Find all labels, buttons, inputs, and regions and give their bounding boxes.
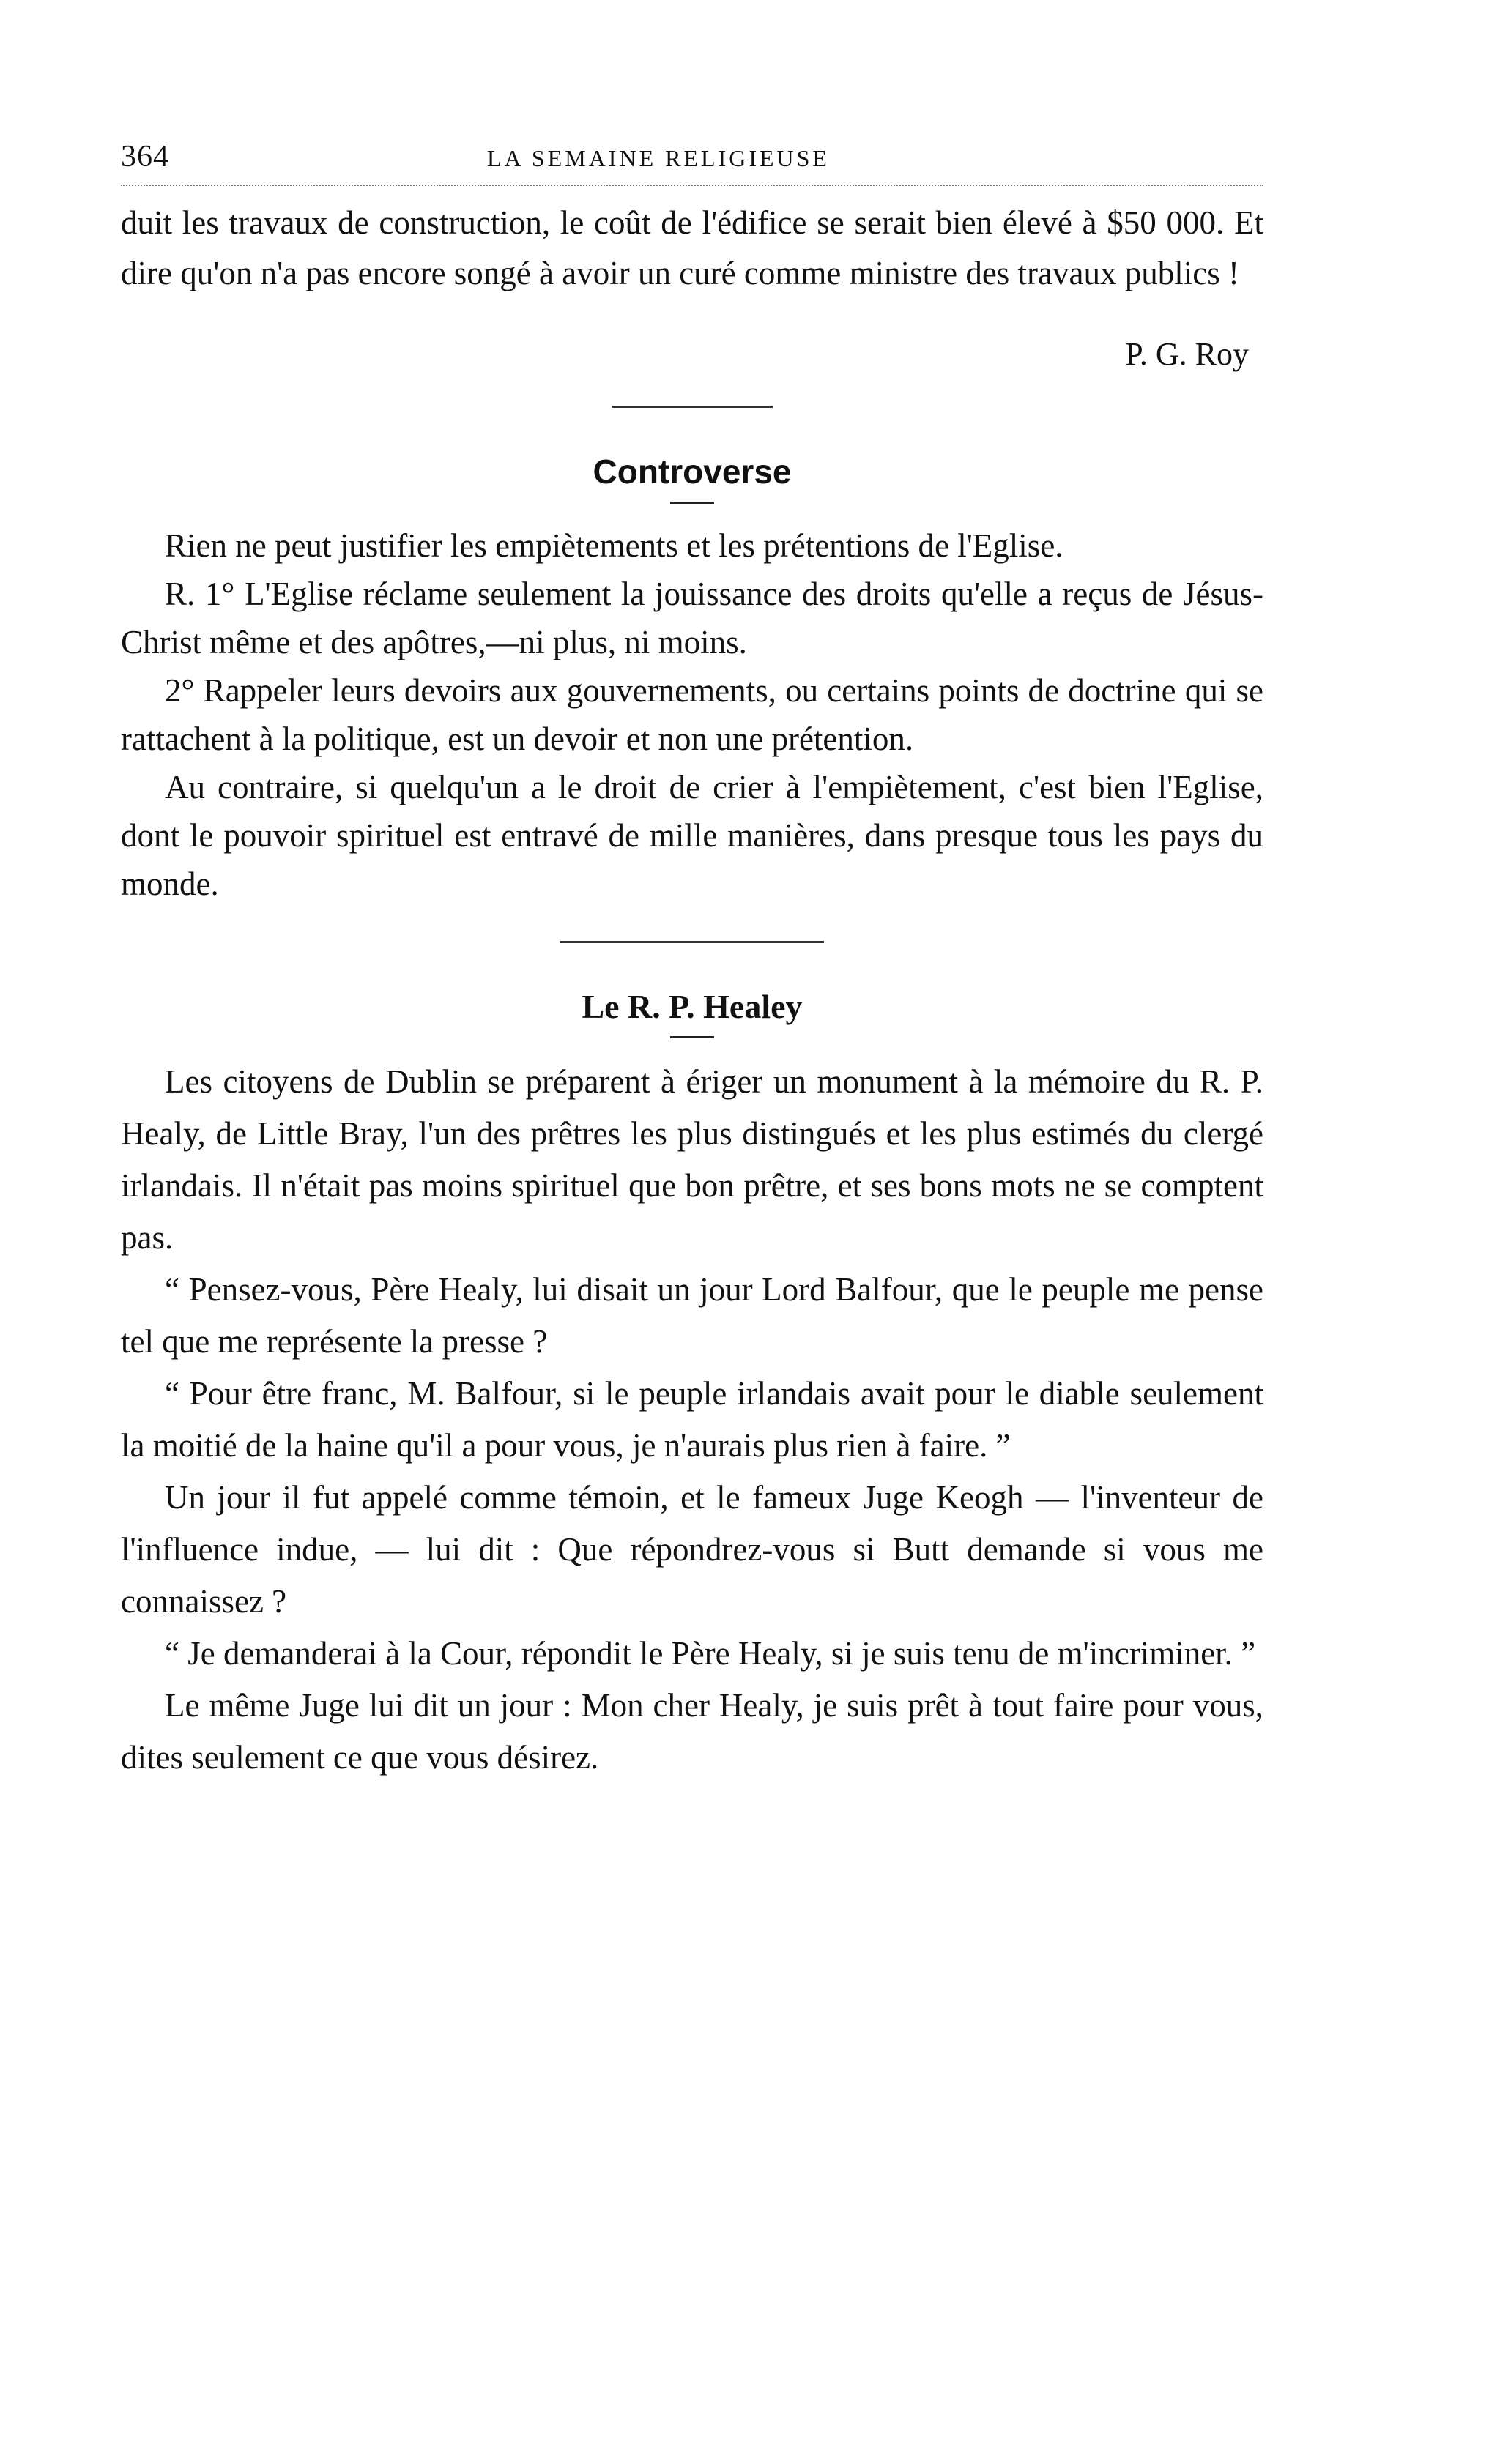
- paragraph: “ Pour être franc, M. Balfour, si le peuple irlandais avait pour le diable seulement la moitié de la haine qu'il a pour vous, je n'aurais plus rien à faire. ”: [121, 1375, 1263, 1464]
- section-divider: [612, 406, 773, 408]
- section-title: Le R. P. Healey: [582, 988, 803, 1025]
- section-divider: [560, 941, 824, 943]
- article-healey: [121, 987, 1263, 1784]
- header-rule: [121, 185, 1263, 186]
- paragraph: “ Pensez-vous, Père Healy, lui disait un jour Lord Balfour, que le peuple me pense tel que me représente la presse ?: [121, 1271, 1263, 1360]
- author-signature: P. G. Roy: [1125, 336, 1249, 372]
- article-continuation: [121, 198, 1263, 373]
- paragraph: Le même Juge lui dit un jour : Mon cher Healy, je suis prêt à tout faire pour vous, dites seulement ce que vous désirez.: [121, 1687, 1263, 1776]
- paragraph: Au contraire, si quelqu'un a le droit de crier à l'empiètement, c'est bien l'Eglise, dont le pouvoir spirituel est entravé de mille manières, dans presque tous les pays du monde.: [121, 769, 1263, 902]
- paragraph: Rien ne peut justifier les empiètements et les prétentions de l'Eglise.: [165, 527, 1063, 564]
- running-head: [121, 139, 1263, 183]
- title-rule: [670, 502, 714, 504]
- section-title: Controverse: [593, 453, 792, 491]
- paragraph: R. 1° L'Eglise réclame seulement la jouissance des droits qu'elle a reçus de Jésus-Christ même et des apôtres,—ni plus, ni moins.: [121, 576, 1263, 660]
- article-controverse: [121, 452, 1263, 908]
- paragraph: “ Je demanderai à la Cour, répondit le Père Healy, si je suis tenu de m'incriminer. ”: [165, 1635, 1256, 1672]
- page: [121, 139, 1263, 1784]
- paragraph: Un jour il fut appelé comme témoin, et le fameux Juge Keogh — l'inventeur de l'influence indue, — lui dit : Que répondrez-vous si Butt demande si vous me connaissez ?: [121, 1479, 1263, 1620]
- paragraph: Les citoyens de Dublin se préparent à ériger un monument à la mémoire du R. P. Healy, de Little Bray, l'un des prêtres les plus distingués et les plus estimés du clergé irlandais. Il n'était pas moins spirituel que bon prêtre, et ses bons mots ne se comptent pas.: [121, 1063, 1263, 1256]
- paragraph: duit les travaux de construction, le coût de l'édifice se serait bien élevé à $50 000. Et dire qu'on n'a pas encore songé à avoir un curé comme ministre des travaux publics !: [121, 204, 1263, 291]
- running-title: LA SEMAINE RELIGIEUSE: [487, 145, 830, 171]
- title-rule: [670, 1036, 714, 1038]
- paragraph: 2° Rappeler leurs devoirs aux gouvernements, ou certains points de doctrine qui se rattachent à la politique, est un devoir et non une prétention.: [121, 672, 1263, 757]
- page-number: 364: [121, 140, 169, 174]
